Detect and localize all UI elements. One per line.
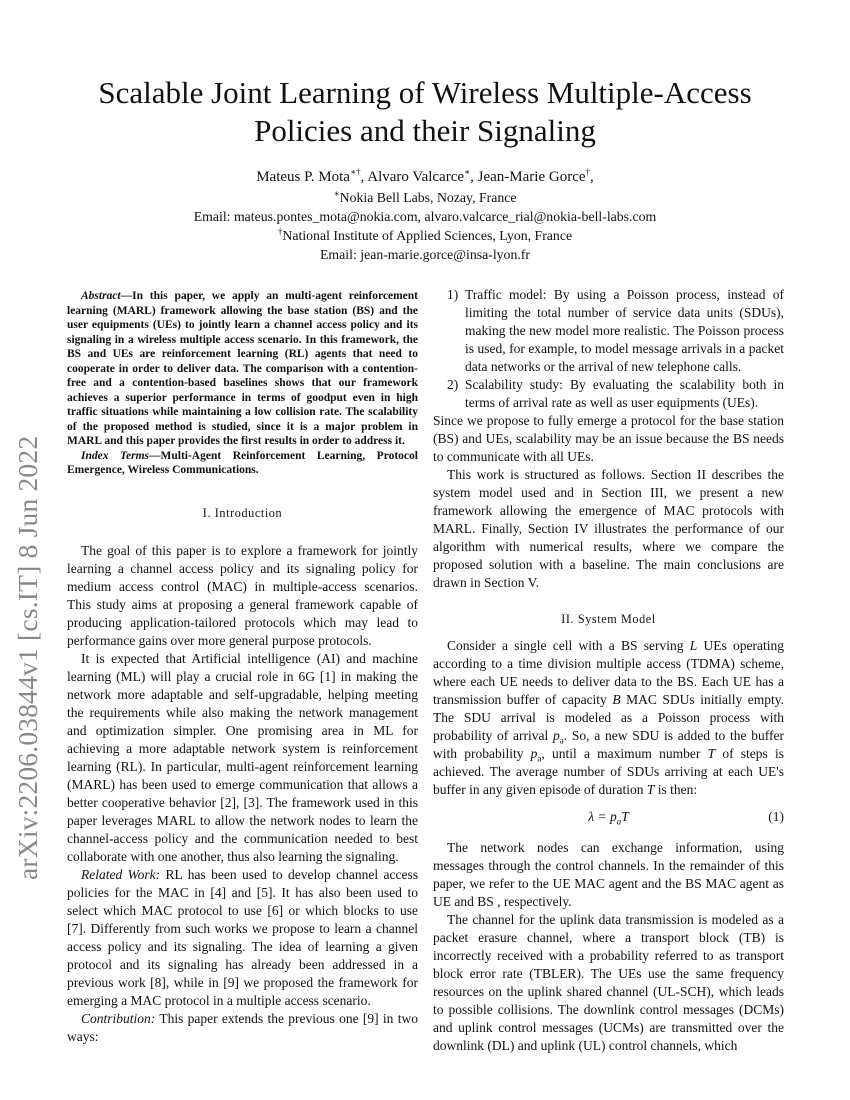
paragraph bbox=[67, 866, 418, 1010]
text: Consider a single cell with a BS serving bbox=[447, 638, 690, 653]
list-number: 1) bbox=[447, 287, 459, 302]
index-terms-label: Index Terms bbox=[81, 449, 149, 462]
title-line-2: Policies and their Signaling bbox=[254, 113, 596, 148]
math-sub: a bbox=[537, 753, 542, 764]
paragraph: The goal of this paper is to explore a framework for jointly learning a channel access policy and its signaling policy for medium access control (MAC) in multiple-access scenarios. This study aims at proposing a general framework capable of producing application-tailored protocols which may lead to performance gains over more general purpose protocols. bbox=[67, 542, 418, 648]
index-terms-text: —Multi-Agent Reinforcement Learning, Protocol Emergence, Wireless Communications. bbox=[67, 449, 418, 476]
paragraph-text: RL has been used to develop channel access policies for the MAC in [4] and [5]. It has also been used to select which MAC protocol to use [6] or which blocks to use [7]. Differently from such works we propose to learn a channel access policy and its signaling. The idea of learning a given protocol and its signaling has already been addressed in a previous work [8], while in [9] we proposed the framework for emerging a MAC protocol in a multiple access scenario. bbox=[67, 866, 418, 1008]
email-2: Email: jean-marie.gorce@insa-lyon.fr bbox=[320, 247, 530, 262]
list-item-text: Traffic model: By using a Poisson process, instead of limiting the total number of service data units (SDUs), making the new model more realistic. The Poisson process is used, for example, to model message arrivals in a packet data networks or the arrival of new telephone calls. bbox=[465, 287, 784, 374]
arxiv-identifier: arXiv:2206.03844v1 [cs.IT] 8 Jun 2022 bbox=[12, 435, 43, 880]
math: T bbox=[621, 809, 629, 824]
text: MAC SDUs initially empty. The SDU arrival is modeled as a Poisson process with probability of arrival bbox=[433, 692, 784, 743]
email-1: Email: mateus.pontes_mota@nokia.com, alvaro.valcarce_rial@nokia-bell-labs.com bbox=[193, 209, 657, 224]
abstract-text: —In this paper, we apply an multi-agent reinforcement learning (MARL) framework allowing the base station (BS) and the user equipments (UEs) to jointly learn a channel access policy and its signaling in a wireless multiple access scenario. In this framework, the BS and UEs are reinforcement learning (RL) agents that need to cooperate in order to deliver data. The comparison with a contention-free and a contention-based baselines shows that our framework achieves a superior performance in terms of goodput even in high traffic situations while maintaining a low collision rate. The scalability of the proposed method is studied, since it is a major problem in MARL and this paper provides the first results in order to address it. bbox=[67, 290, 418, 447]
equation-1 bbox=[433, 808, 784, 830]
author-name: , Alvaro Valcarce bbox=[360, 169, 465, 185]
abstract bbox=[67, 289, 418, 449]
affiliation-text: National Institute of Applied Sciences, Lyon, France bbox=[282, 228, 573, 243]
affiliation-2 bbox=[40, 226, 810, 245]
author-name: Mateus P. Mota bbox=[256, 169, 350, 185]
paragraph: This work is structured as follows. Section II describes the system model used and in Section III, we present a new framework allowing the emergence of MAC protocols with MARL. Finally, Section IV illustrates the performance of our algorithm with numerical results, where we compare the proposed solution with a baseline. The main conclusions are drawn in Section V. bbox=[433, 467, 784, 590]
list-number: 2) bbox=[447, 377, 459, 392]
math-var: L bbox=[689, 638, 698, 653]
text: is then: bbox=[654, 782, 698, 797]
paragraph: The channel for the uplink data transmission is modeled as a packet erasure channel, where a transport block (TB) is incorrectly received with a probability referred to as transport block error rate (TBLER). The UEs use the same frequency resources on the uplink shared channel (UL-SCH), which leads to possible collisions. The downlink control messages (DCMs) and uplink control messages (UCMs) are transmitted over the downlink (DL) and uplink (UL) control channels, which bbox=[433, 912, 784, 1053]
affiliation-text: Nokia Bell Labs, Nozay, France bbox=[339, 190, 517, 205]
text: UEs operating according to a time division multiple access (TDMA) scheme, where each UE needs to deliver data to the BS. Each UE has a transmission buffer of capacity bbox=[433, 638, 785, 707]
right-column bbox=[433, 286, 784, 1055]
math-var: B bbox=[612, 692, 621, 707]
math: λ = p bbox=[588, 809, 617, 824]
author-name: , Jean-Marie Gorce bbox=[470, 169, 586, 185]
run-in-heading: Related Work: bbox=[81, 866, 161, 882]
contribution-list bbox=[433, 286, 784, 412]
list-item bbox=[433, 286, 784, 376]
text: , until a maximum number bbox=[541, 746, 708, 761]
math-var: p bbox=[530, 746, 538, 761]
affiliation-mark: † bbox=[277, 226, 283, 237]
section-heading-introduction: I. Introduction bbox=[202, 505, 283, 520]
index-terms bbox=[67, 449, 418, 478]
author-block bbox=[40, 166, 810, 264]
equation-number: (1) bbox=[768, 809, 784, 824]
author-punct: , bbox=[590, 169, 594, 185]
title-line-1: Scalable Joint Learning of Wireless Multiple-Access bbox=[98, 75, 752, 110]
equation-expression bbox=[588, 809, 629, 827]
math-sub: a bbox=[616, 816, 622, 827]
paragraph: The network nodes can exchange information, using messages through the control channels. In the remainder of this paper, we refer to the UE MAC agent and the BS MAC agent as UE and BS , respectively. bbox=[433, 840, 784, 909]
math-sub: a bbox=[559, 735, 564, 746]
run-in-heading: Contribution: bbox=[81, 1010, 156, 1026]
paragraph bbox=[67, 1010, 418, 1046]
affiliation-mark: ∗† bbox=[349, 167, 361, 177]
section-heading-system-model: II. System Model bbox=[561, 612, 656, 626]
text: of steps is achieved. The average number of SDUs arriving at each UE's buffer in any given episode of duration bbox=[433, 746, 784, 797]
affiliation-mark: † bbox=[585, 167, 591, 177]
paragraph bbox=[433, 637, 784, 799]
left-column bbox=[67, 289, 418, 1046]
paragraph-text: This paper extends the previous one [9] in two ways: bbox=[67, 1010, 418, 1044]
author-names bbox=[40, 166, 810, 188]
affiliation-1 bbox=[40, 188, 810, 207]
paper-title bbox=[40, 74, 810, 150]
affiliation-mark: ∗ bbox=[333, 188, 340, 199]
affiliation-mark: ∗ bbox=[464, 167, 471, 177]
math-var: p bbox=[552, 728, 560, 743]
list-item-text: Scalability study: By evaluating the scalability both in terms of arrival rate as well as user equipments (UEs). bbox=[465, 377, 784, 410]
list-item bbox=[433, 376, 784, 412]
math-var: T bbox=[707, 746, 716, 761]
paragraph: Since we propose to fully emerge a protocol for the base station (BS) and UEs, scalability may be an issue because the BS needs to communicate with all UEs. bbox=[433, 413, 784, 464]
text: . So, a new SDU is added to the buffer with probability bbox=[433, 728, 784, 761]
math-var: T bbox=[646, 782, 655, 797]
paragraph: It is expected that Artificial intelligence (AI) and machine learning (ML) will play a crucial role in 6G [1] in making the network more adaptable and self-upgradable, helping meeting the requirements while also making the network management and optimization simpler. One promising area in ML for achieving a more adaptable network system is reinforcement learning (RL). In particular, multi-agent reinforcement learning (MARL) has been used to emerge communication that allows a better cooperative behavior [2], [3]. The framework used in this paper leverages MARL to allow the network nodes to learn the channel-access policy and the communication needed to best collaborate with one another, thus also learning the signaling. bbox=[67, 650, 418, 864]
abstract-label: Abstract bbox=[81, 290, 121, 302]
